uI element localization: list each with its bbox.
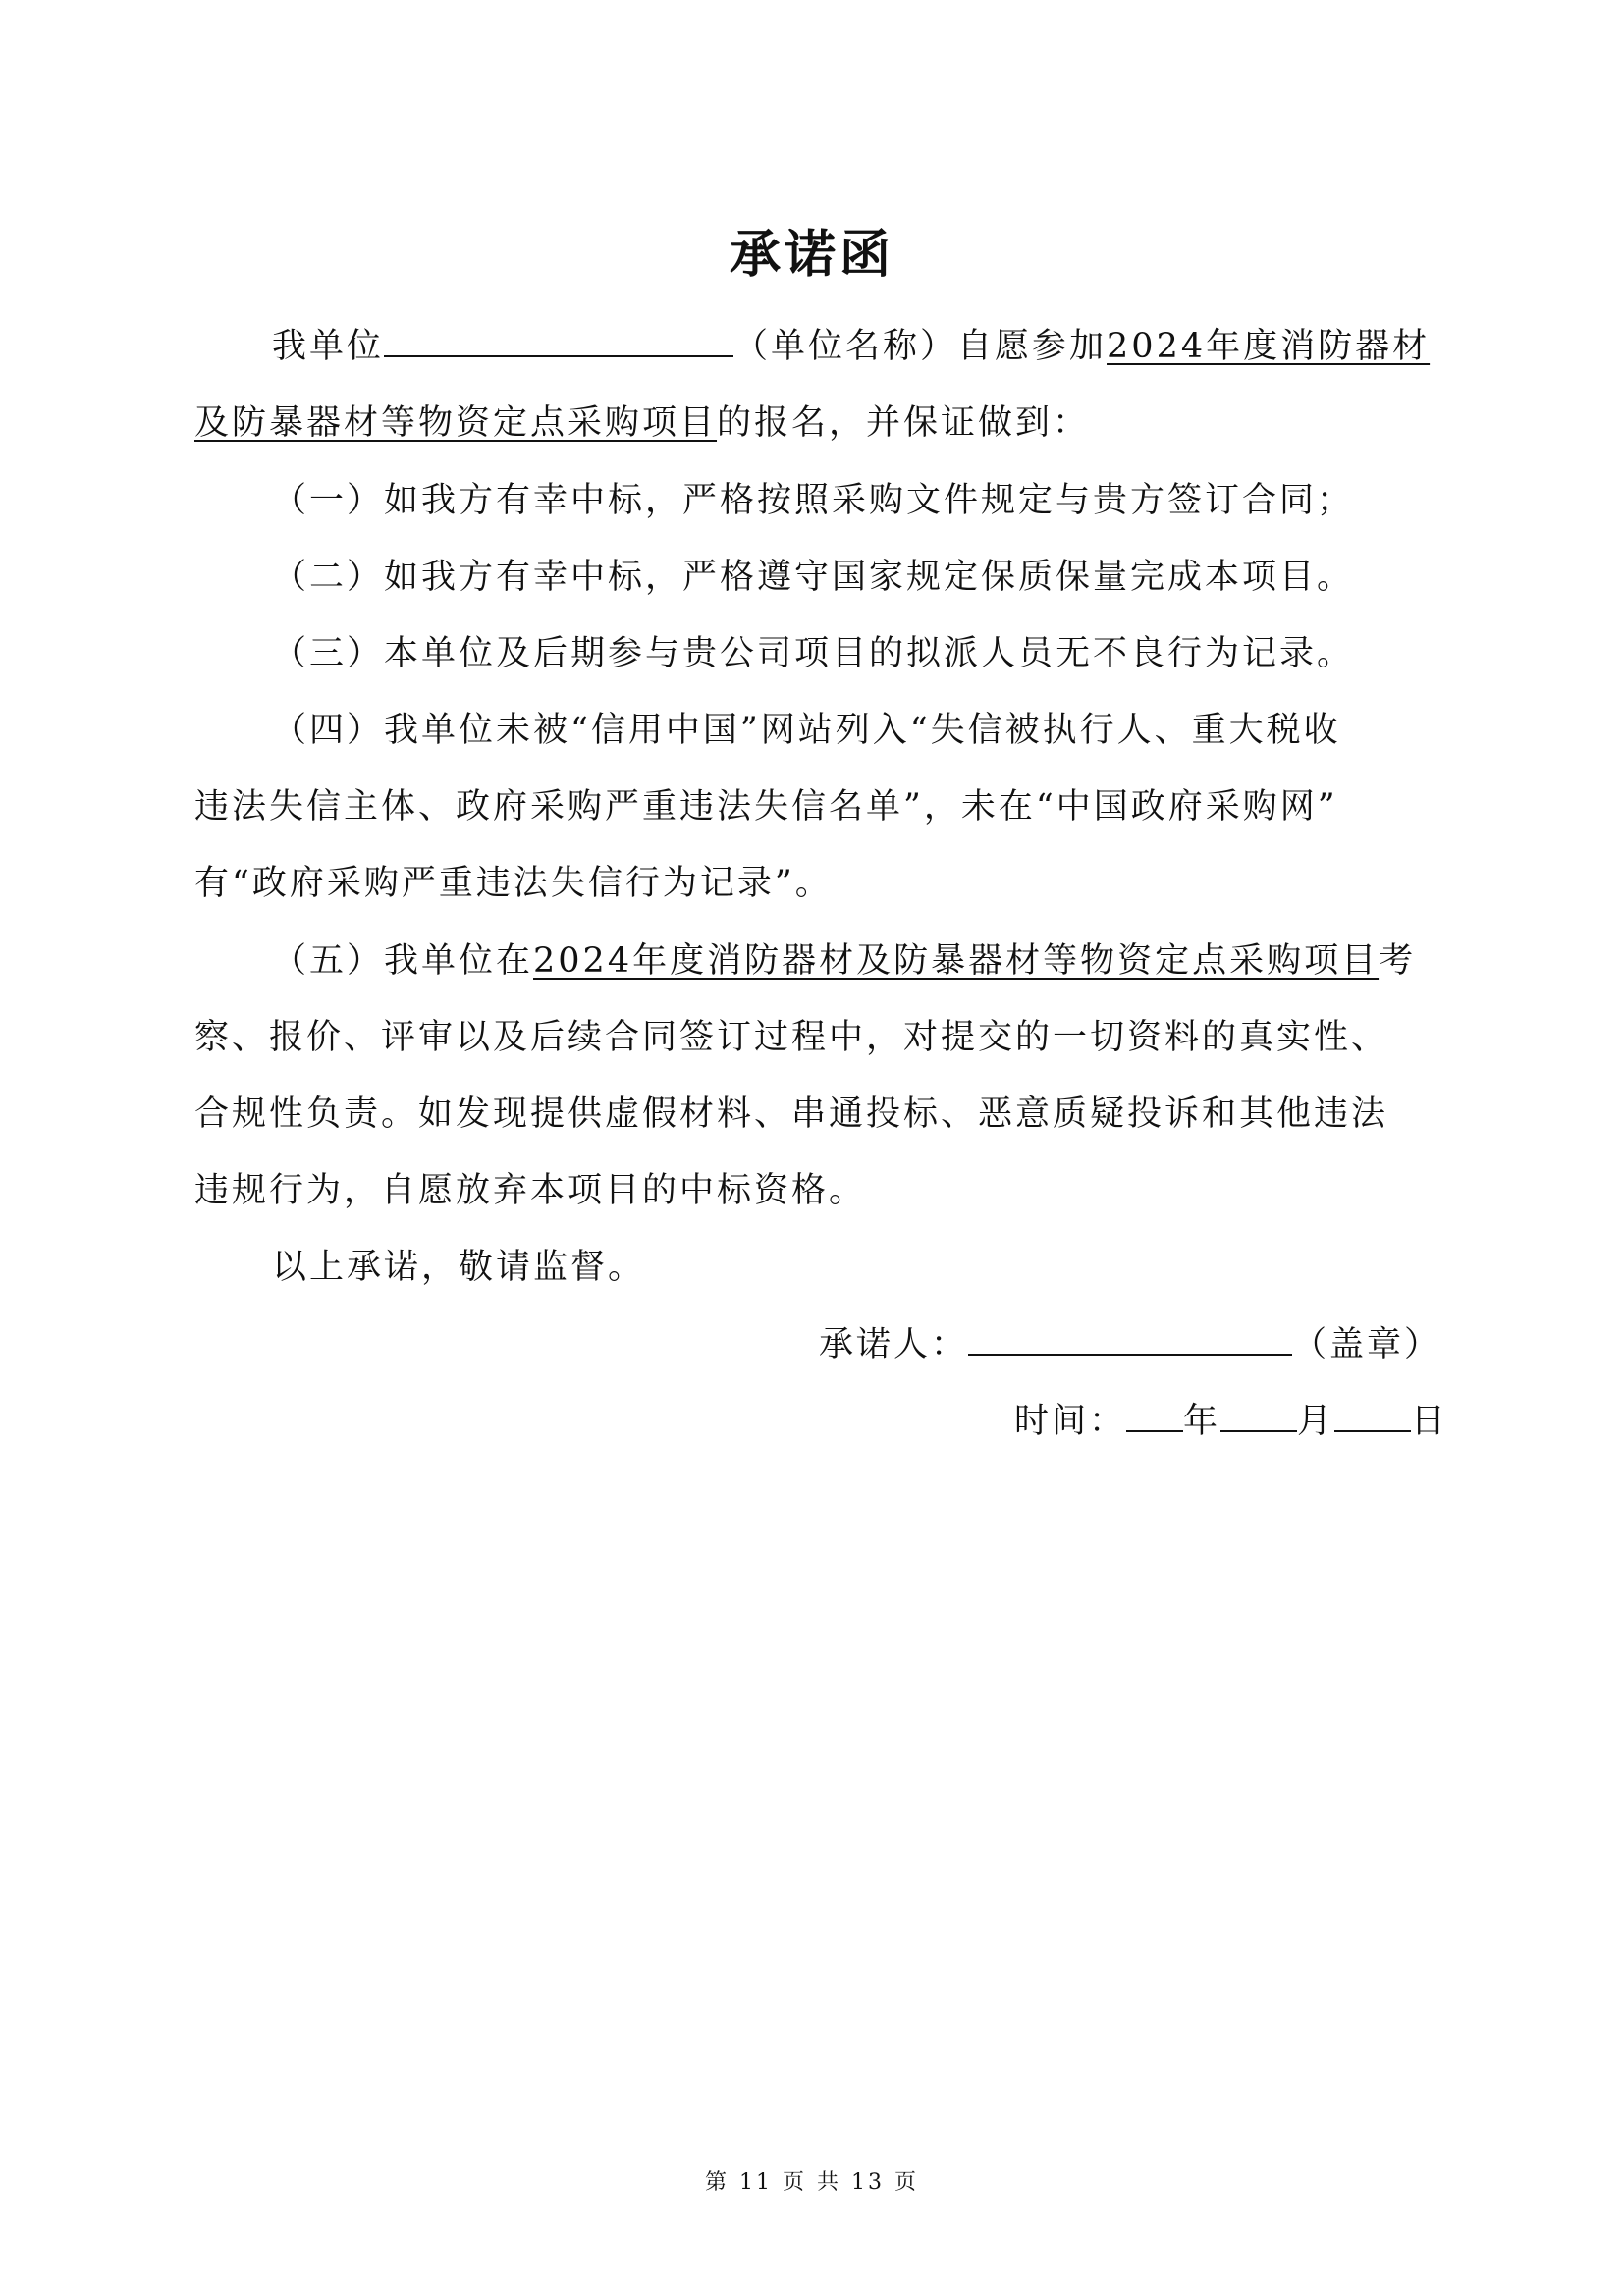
item-4-line-3: 有“政府采购严重违法失信行为记录”。 [194, 864, 833, 903]
item-1: （一）如我方有幸中标，严格按照采购文件规定与贵方签订合同； [272, 481, 1355, 520]
item-5-line-3: 合规性负责。如发现提供虚假材料、串通投标、恶意质疑投诉和其他违法 [194, 1095, 1389, 1134]
stamp-label: （盖章） [1292, 1325, 1442, 1364]
item-4-line-1: （四）我单位未被“信用中国”网站列入“失信被执行人、重大税收 [272, 711, 1341, 750]
item-3: （三）本单位及后期参与贵公司项目的拟派人员无不良行为记录。 [272, 634, 1355, 673]
item-5-project: 2024年度消防器材及防暴器材等物资定点采购项目 [533, 941, 1380, 981]
item-5-prefix: （五）我单位在 [272, 941, 534, 981]
project-name-part1: 2024年度消防器材 [1107, 327, 1431, 366]
item-2: （二）如我方有幸中标，严格遵守国家规定保质保量完成本项目。 [272, 558, 1355, 597]
year-label: 年 [1183, 1402, 1221, 1441]
month-label: 月 [1297, 1402, 1335, 1441]
project-name-part2: 及防暴器材等物资定点采购项目 [194, 403, 718, 443]
unit-hint: （单位名称）自愿参加 [733, 327, 1108, 366]
year-blank[interactable] [1126, 1401, 1183, 1432]
month-blank[interactable] [1220, 1401, 1297, 1432]
intro-line-2 [194, 400, 1090, 447]
document-title: 承诺函 [729, 226, 894, 285]
unit-name-blank[interactable] [384, 326, 733, 357]
item-4-line-2: 违法失信主体、政府采购严重违法失信名单”，未在“中国政府采购网” [194, 787, 1338, 827]
date-line [1014, 1398, 1448, 1445]
signature-line [819, 1321, 1441, 1368]
closing-line: 以上承诺，敬请监督。 [272, 1248, 646, 1287]
item-5-suffix: 考 [1379, 941, 1417, 981]
signature-label: 承诺人： [819, 1325, 969, 1364]
page-footer: 第 11 页 共 13 页 [705, 2170, 919, 2195]
item-5-line-1 [272, 937, 1416, 985]
intro-prefix: 我单位 [272, 327, 385, 366]
intro-line-1 [272, 323, 1430, 370]
item-5-line-2: 察、报价、评审以及后续合同签订过程中，对提交的一切资料的真实性、 [194, 1018, 1389, 1057]
intro-suffix: 的报名，并保证做到： [717, 403, 1091, 443]
item-5-line-4: 违规行为，自愿放弃本项目的中标资格。 [194, 1171, 867, 1210]
day-blank[interactable] [1334, 1401, 1411, 1432]
date-label: 时间： [1014, 1402, 1127, 1441]
signature-blank[interactable] [968, 1324, 1292, 1356]
day-label: 日 [1411, 1402, 1449, 1441]
